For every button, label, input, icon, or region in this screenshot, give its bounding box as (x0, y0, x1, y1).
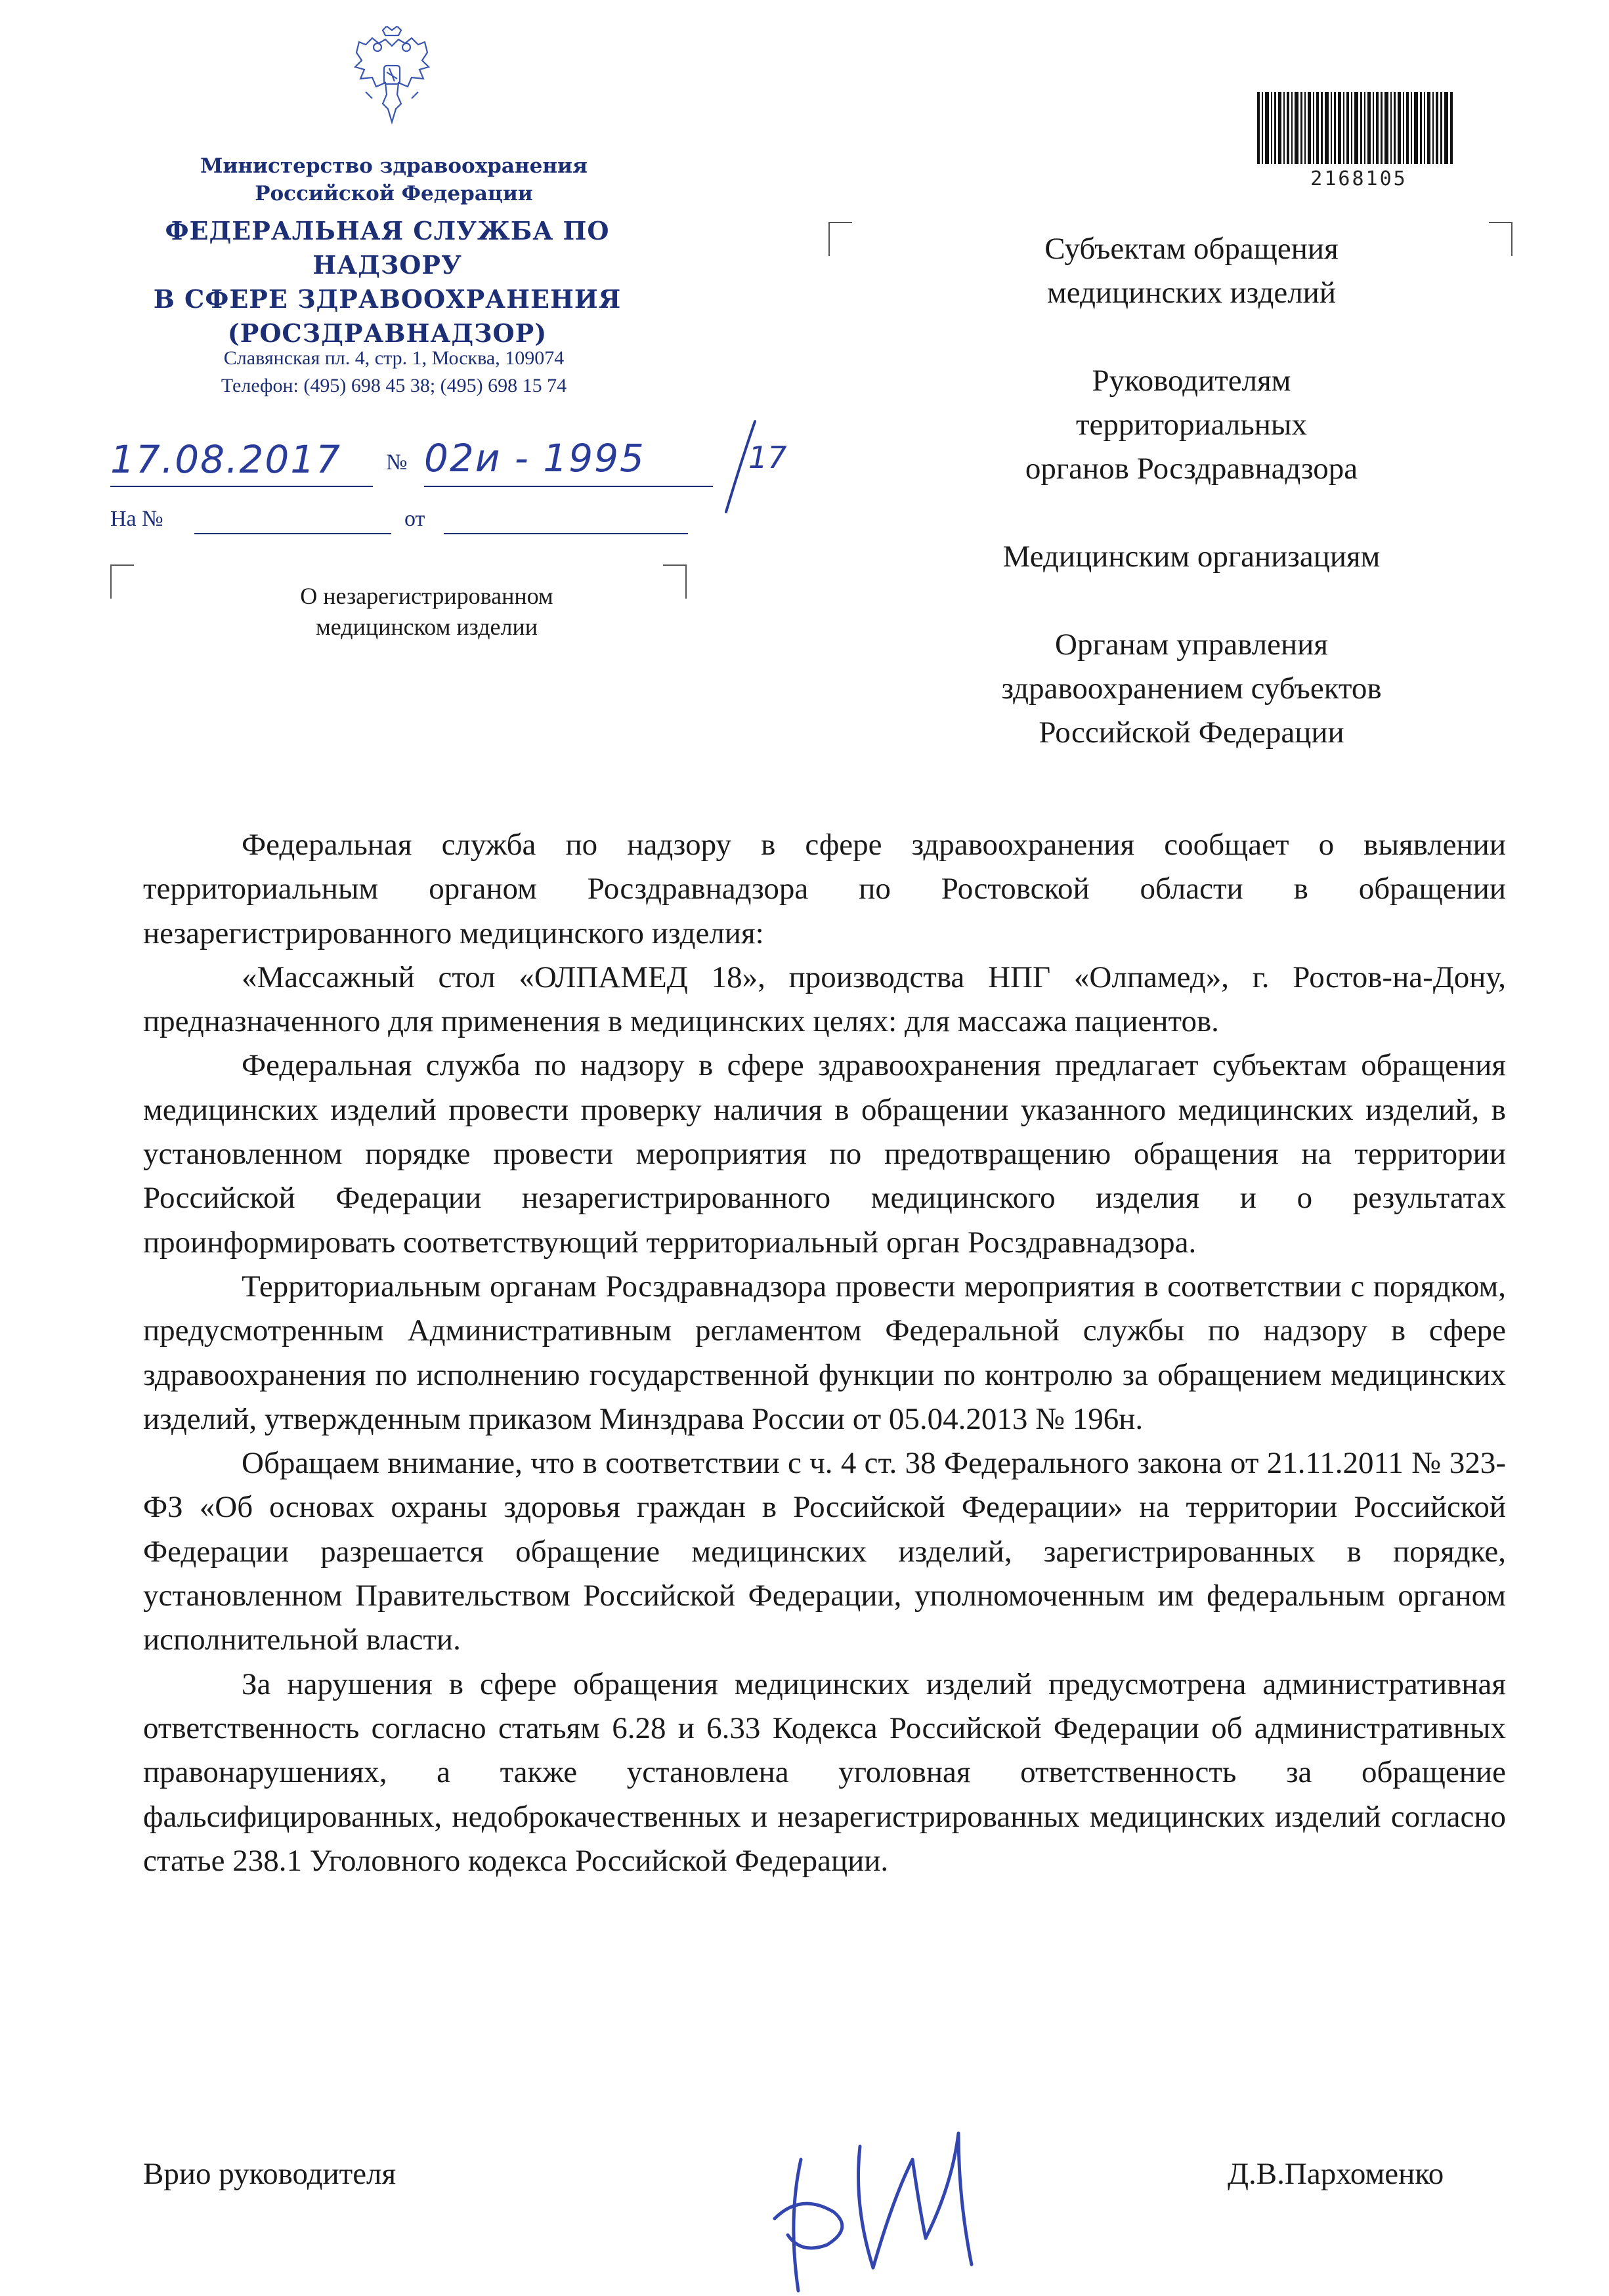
recipients-corner-right (1489, 222, 1512, 256)
signatory-name: Д.В.Пархоменко (1228, 2157, 1444, 2191)
letter-subject (217, 581, 637, 643)
subject-corner-right (663, 564, 687, 599)
registration-date: 17.08.2017 (110, 437, 342, 482)
reference-date-blank (444, 533, 688, 534)
number-label: № (386, 450, 408, 475)
recipient-group (906, 623, 1477, 755)
recipients-corner-left (828, 222, 852, 256)
agency-line-2: В СФЕРЕ ЗДРАВООХРАНЕНИЯ (153, 284, 622, 314)
recipient-line: Органам управления (1055, 627, 1328, 662)
body-paragraph: «Массажный стол «ОЛПАМЕД 18», производства НПГ «Олпамед», г. Ростов-на-Дону, предназначенного для применения в медицинских целях: для массажа пациентов. (143, 960, 1506, 1039)
subject-corner-left (110, 564, 134, 599)
recipient-group (906, 535, 1477, 579)
body-paragraph: Обращаем внимание, что в соответствии с ч. 4 ст. 38 Федерального закона от 21.11.2011 № 323-ФЗ «Об основах охраны здоровья граждан в Российской Федерации» на территории Российской Федерации разрешается обращение медицинских изделий, зарегистрированных в порядке, установленном Правительством Российской Федерации, уполномоченным им федеральным органом исполнительной власти. (143, 1446, 1506, 1657)
ministry-line-2: Российской Федерации (255, 182, 533, 205)
agency-name (92, 214, 683, 351)
recipient-line: Руководителям (1092, 364, 1291, 398)
recipient-line: органов Росздравнадзора (1025, 452, 1358, 486)
barcode-icon (1257, 92, 1454, 164)
handwritten-signature-icon (762, 2120, 1011, 2296)
recipient-group (906, 227, 1477, 315)
subject-line-1: О незарегистрированном (300, 583, 553, 609)
recipient-line: Российской Федерации (1039, 715, 1344, 750)
reference-line (110, 507, 688, 546)
reference-from-label: от (404, 507, 425, 531)
recipients-block (906, 227, 1477, 755)
registration-number-suffix: 17 (748, 440, 787, 475)
address-line-2: Телефон: (495) 698 45 38; (495) 698 15 74 (221, 375, 567, 396)
address-line-1: Славянская пл. 4, стр. 1, Москва, 109074 (223, 347, 565, 369)
body-paragraph: Федеральная служба по надзору в сфере здравоохранения предлагает субъектам обращения медицинских изделий провести проверку наличия в обращении указанного медицинских изделий, в установленном порядке провести мероприятия по предотвращению обращения на территории Российской Федерации незарегистрированного медицинского изделия и о результатах проинформировать соответствующий территориальный орган Росздравнадзора. (143, 1048, 1506, 1260)
recipient-line: территориальных (1075, 408, 1308, 442)
recipient-group (906, 359, 1477, 491)
recipient-line: здравоохранением субъектов (1001, 671, 1382, 706)
recipient-line: медицинских изделий (1046, 276, 1336, 310)
body-paragraph: Территориальным органам Росздравнадзора провести мероприятия в соответствии с порядком, предусмотренным Административным регламентом Федеральной службы по надзору в сфере здравоохранения по исполнению государственной функции по контролю за обращением медицинских изделий, утвержденным приказом Минздрава России от 05.04.2013 № 196н. (143, 1269, 1506, 1436)
agency-line-3: (РОСЗДРАВНАДЗОР) (227, 318, 547, 348)
signatory-title: Врио руководителя (143, 2157, 397, 2191)
number-underline (424, 486, 713, 487)
agency-line-1: ФЕДЕРАЛЬНАЯ СЛУЖБА ПО НАДЗОРУ (165, 216, 610, 280)
ministry-line-1: Министерство здравоохранения (200, 154, 588, 178)
recipient-line: Медицинским организациям (1002, 540, 1381, 574)
barcode-number: 2168105 (1310, 167, 1407, 190)
body-paragraph: Федеральная служба по надзору в сфере здравоохранения сообщает о выявлении территориальным органом Росздравнадзора по Ростовской области в обращении незарегистрированного медицинского изделия: (143, 828, 1506, 950)
ministry-name (164, 152, 624, 207)
reference-number-label: На № (110, 507, 163, 531)
registration-line (110, 436, 787, 495)
coat-of-arms-icon (346, 26, 438, 126)
subject-line-2: медицинском изделии (315, 614, 538, 640)
body-paragraph: За нарушения в сфере обращения медицинских изделий предусмотрена административная ответственность согласно статьям 6.28 и 6.33 Кодекса Российской Федерации об административных правонарушениях, а также установлена уголовная ответственность за обращение фальсифицированных, недоброкачественных и незарегистрированных медицинских изделий согласно статье 238.1 Уголовного кодекса Российской Федерации. (143, 1667, 1506, 1878)
registration-number: 02и - 1995 (424, 436, 645, 480)
recipient-line: Субъектам обращения (1044, 232, 1339, 266)
letter-body (143, 823, 1506, 1883)
date-underline (110, 486, 373, 487)
agency-address (118, 345, 670, 400)
reference-number-blank (194, 533, 391, 534)
